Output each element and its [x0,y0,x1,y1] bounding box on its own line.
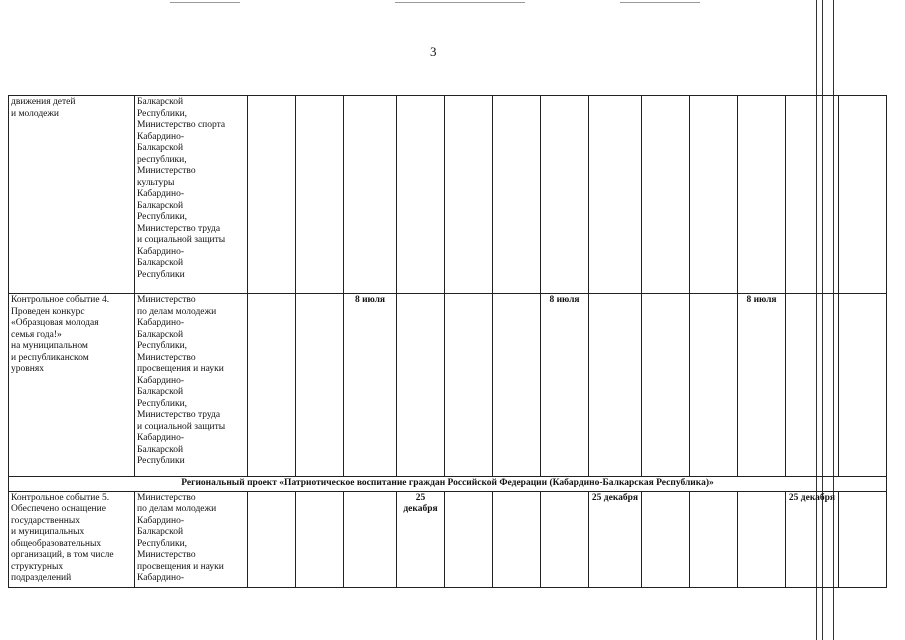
event-cell [9,491,135,587]
project-header-row [9,477,887,492]
schedule-mark: 25 декабря [403,492,438,514]
schedule-cell [690,491,738,587]
event-cell [9,294,135,477]
schedule-cell [690,294,738,477]
schedule-cell [493,491,541,587]
schedule-cell [589,294,642,477]
scan-artifact [170,2,240,3]
schedule-cell [541,96,589,294]
schedule-cell [296,294,344,477]
schedule-cell [589,491,642,587]
schedule-mark: 25 декабря [591,492,639,503]
schedule-cell [397,491,445,587]
schedule-cell [690,96,738,294]
schedule-cell [839,491,887,587]
schedule-mark: 8 июля [746,295,777,305]
schedule-cell [541,294,589,477]
table-row [9,96,887,294]
schedule-table [8,95,887,588]
table-row [9,294,887,477]
schedule-cell [248,294,296,477]
schedule-cell [248,491,296,587]
schedule-cell [839,96,887,294]
schedule-cell [786,96,839,294]
schedule-cell [589,96,642,294]
schedule-mark: 8 июля [549,295,580,305]
scan-artifact [395,2,525,3]
schedule-cell [493,96,541,294]
schedule-cell [839,294,887,477]
responsible-text: Министерство по делам молодежи Кабардино- Балкарской Республики, Министерство просвещения и науки Кабардино- [137,492,224,583]
responsible-cell [135,294,248,477]
schedule-cell [344,96,397,294]
table-row [9,491,887,587]
event-text: движения детей и молодежи [11,97,76,119]
page-number: 3 [430,44,437,59]
schedule-cell [786,491,839,587]
event-text: Контрольное событие 4. Проведен конкурс «Образцовая молодая семья года!» на муниципальном и республиканском уровнях [11,295,110,374]
scan-artifact [620,2,700,3]
schedule-cell [642,294,690,477]
schedule-mark: 25 декабря [788,492,836,503]
schedule-cell [344,294,397,477]
schedule-cell [493,294,541,477]
schedule-cell [445,491,493,587]
schedule-cell [344,491,397,587]
schedule-cell [445,294,493,477]
schedule-cell [296,491,344,587]
schedule-cell [296,96,344,294]
schedule-cell [738,294,786,477]
responsible-text: Министерство по делам молодежи Кабардино- Балкарской Республики, Министерство просвещения и науки Кабардино- Балкарской Республики, Министерство труда и социальной защиты Кабардино- Балкарской Республики [137,295,226,466]
event-cell [9,96,135,294]
schedule-cell [397,96,445,294]
schedule-cell [397,294,445,477]
schedule-cell [642,491,690,587]
schedule-mark: 8 июля [354,295,386,305]
schedule-cell [738,491,786,587]
responsible-cell [135,96,248,294]
schedule-cell [248,96,296,294]
schedule-cell [786,294,839,477]
responsible-cell [135,491,248,587]
event-text: Контрольное событие 5. Обеспечено оснащение государственных и муниципальных общеобразовательных организаций, в том числе структурных подразделений [11,492,114,583]
project-header: Региональный проект «Патриотическое воспитание граждан Российской Федерации (Кабардино-Балкарская Республика)» [9,477,887,492]
schedule-cell [541,491,589,587]
responsible-text: Балкарской Республики, Министерство спорта Кабардино- Балкарской республики, Министерство культуры Кабардино- Балкарской Республики, Министерство труда и социальной защиты Кабардино- Балкарской Республики [137,97,226,280]
schedule-cell [738,96,786,294]
schedule-cell [445,96,493,294]
schedule-cell [642,96,690,294]
